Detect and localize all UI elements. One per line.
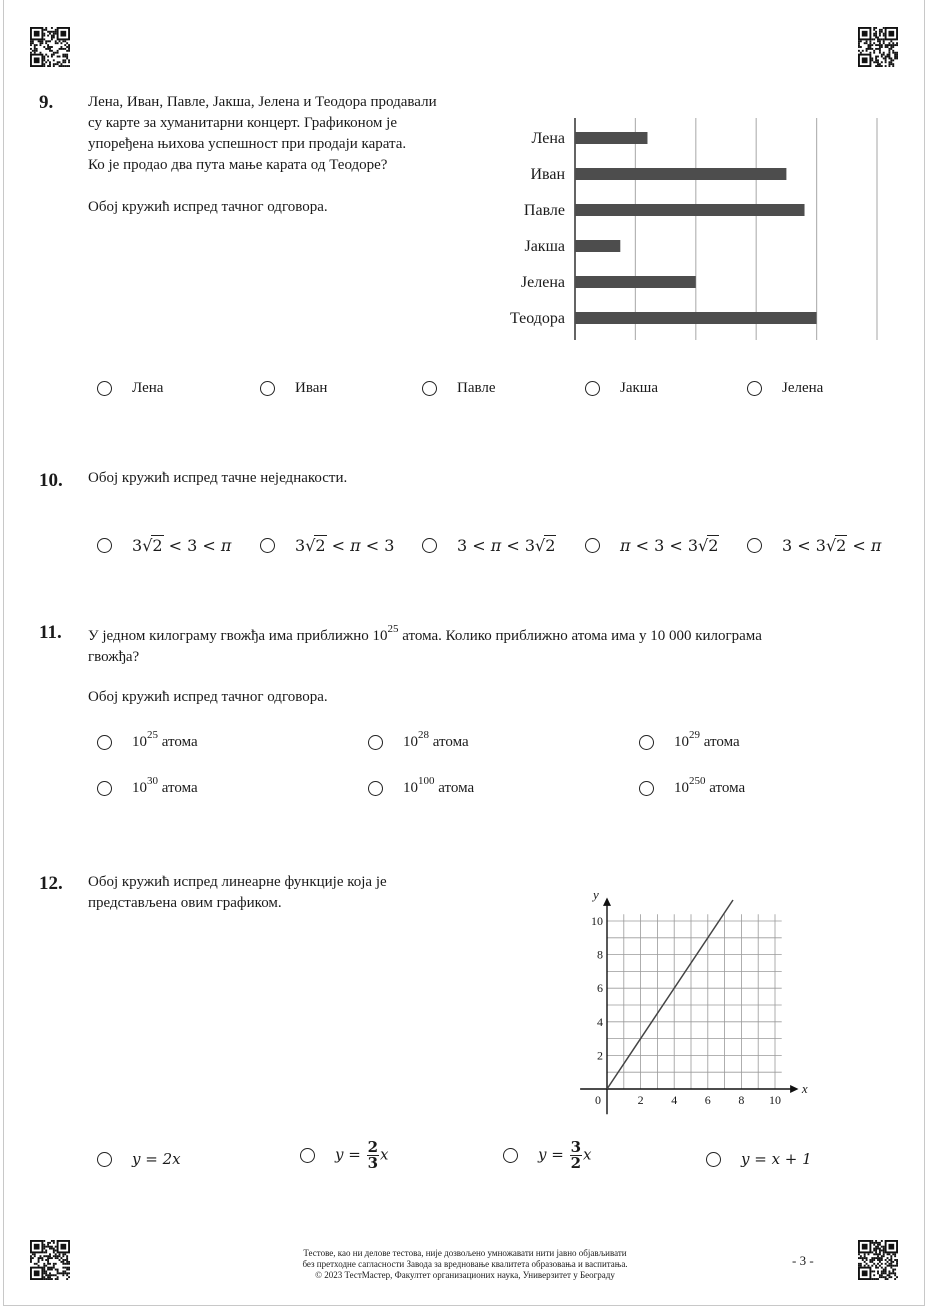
x-axis-arrow — [790, 1085, 798, 1093]
radio-button[interactable] — [368, 735, 383, 750]
x-tick-label: 2 — [637, 1093, 644, 1107]
y-tick-label: 4 — [597, 1014, 603, 1029]
option-label: Јакша — [620, 380, 658, 396]
category-label: Јакша — [524, 238, 565, 255]
function-label: y = $\frac{3}{2}$ x — [538, 1138, 592, 1172]
q10-option-1[interactable] — [97, 535, 231, 555]
q9-option-lena[interactable] — [97, 380, 163, 397]
y-tick-label: 10 — [591, 914, 603, 928]
option-label: $10^{100}$ атома — [403, 775, 475, 796]
q11-option-1[interactable] — [97, 729, 198, 751]
q10-option-5[interactable] — [747, 535, 881, 555]
radio-button[interactable] — [639, 735, 654, 750]
question-10-instruction: Обој кружић испред тачне неједнакости. — [88, 470, 348, 486]
radio-button[interactable] — [422, 538, 437, 553]
function-label: y = 2x — [132, 1150, 181, 1168]
x-tick-label: 10 — [769, 1093, 781, 1107]
option-label: $10^{250}$ атома — [674, 775, 746, 796]
inequality: 3 < 3√2 < π — [782, 536, 882, 555]
qr-code-bottom-left — [30, 1240, 70, 1280]
footer-copyright: Тестове, као ни делове тестова, није дозвољено умножавати нити јавно објављивати без претходне сагласности Завода за вредновање квалитета образовања и васпитања. © 2023 ТестМастер, Факултет организационих наука, Универзитет у Београду — [302, 1248, 628, 1280]
radio-button[interactable] — [368, 781, 383, 796]
question-12-number: 12. — [39, 873, 63, 894]
option-label: Павле — [457, 380, 496, 396]
q10-option-3[interactable] — [422, 535, 556, 555]
q10-option-2[interactable] — [260, 535, 394, 555]
category-label: Теодора — [509, 310, 565, 327]
radio-button[interactable] — [300, 1148, 315, 1163]
question-12-text: Обој кружић испред линеарне функције која је представљена овим графиком. — [88, 874, 387, 911]
bar — [575, 276, 696, 288]
bar-chart — [490, 118, 890, 343]
radio-button[interactable] — [585, 538, 600, 553]
x-tick-label: 8 — [738, 1093, 745, 1107]
y-axis-arrow — [603, 897, 611, 905]
option-label: $10^{25}$ атома — [132, 729, 198, 750]
q12-option-1[interactable] — [97, 1150, 181, 1168]
category-label: Јелена — [520, 274, 565, 291]
bar — [575, 204, 805, 216]
qr-code-bottom-right — [858, 1240, 898, 1280]
page-number: - 3 - — [792, 1253, 814, 1268]
q11-option-4[interactable] — [97, 775, 198, 797]
option-label: Иван — [295, 380, 328, 396]
option-label: Јелена — [782, 380, 824, 396]
y-axis-label: y — [593, 892, 599, 903]
question-10-number: 10. — [39, 470, 63, 491]
inequality: 3√2 < 3 < π — [132, 536, 232, 555]
q9-option-pavle[interactable] — [422, 380, 496, 397]
q10-option-4[interactable] — [585, 535, 719, 555]
category-label: Лена — [531, 130, 565, 147]
radio-button[interactable] — [97, 538, 112, 553]
radio-button[interactable] — [260, 538, 275, 553]
radio-button[interactable] — [503, 1148, 518, 1163]
q12-option-2[interactable] — [300, 1140, 389, 1171]
question-11-instruction: Обој кружић испред тачног одговора. — [88, 689, 328, 705]
inequality: 3 < π < 3√2 — [457, 536, 556, 555]
radio-button[interactable] — [747, 538, 762, 553]
q9-option-jaksha[interactable] — [585, 380, 658, 397]
question-9-line: су карте за хуманитарни концерт. Графиконом је — [88, 115, 397, 131]
question-9-text — [88, 92, 437, 176]
radio-button[interactable] — [422, 381, 437, 396]
q11-option-6[interactable] — [639, 775, 746, 797]
function-label: y = x + 1 — [741, 1150, 812, 1168]
line-graph — [570, 892, 810, 1122]
inequality: π < 3 < 3√2 — [620, 536, 719, 555]
qr-code-pattern — [30, 1240, 70, 1280]
function-line — [607, 900, 733, 1089]
radio-button[interactable] — [97, 381, 112, 396]
bar — [575, 240, 620, 252]
question-9-number: 9. — [39, 92, 54, 113]
x-tick-label: 6 — [704, 1093, 711, 1107]
x-axis-label: x — [801, 1081, 808, 1096]
q12-option-4[interactable] — [706, 1150, 812, 1168]
question-11-number: 11. — [39, 622, 62, 643]
option-label: $10^{30}$ атома — [132, 775, 198, 796]
radio-button[interactable] — [706, 1152, 721, 1167]
question-9-instruction: Обој кружић испред тачног одговора. — [88, 199, 328, 215]
x-tick-label: 0 — [595, 1093, 601, 1107]
qr-code-pattern — [858, 27, 898, 67]
bar — [575, 168, 786, 180]
y-tick-label: 8 — [597, 947, 603, 962]
y-tick-label: 6 — [597, 981, 603, 996]
bar — [575, 132, 647, 144]
radio-button[interactable] — [585, 381, 600, 396]
radio-button[interactable] — [260, 381, 275, 396]
category-label: Павле — [523, 202, 565, 219]
x-tick-label: 4 — [671, 1093, 678, 1107]
question-9-line: упоређена њихова успешност при продаји карата. — [88, 136, 407, 152]
qr-code-top-right — [858, 27, 898, 67]
y-tick-label: 2 — [597, 1048, 603, 1063]
q12-option-3[interactable] — [503, 1140, 592, 1171]
q9-option-ivan[interactable] — [260, 380, 327, 397]
option-label: Лена — [132, 380, 164, 396]
category-label: Иван — [530, 166, 565, 183]
question-11-text: У једном килограму гвожђа има приближно $10^{25}$ атома. Колико приближно атома има у 10 000 килограма гвожђа? — [88, 623, 762, 665]
option-label: $10^{29}$ атома — [674, 729, 740, 750]
qr-code-pattern — [30, 27, 70, 67]
q11-option-2[interactable] — [368, 729, 469, 751]
radio-button[interactable] — [97, 781, 112, 796]
radio-button[interactable] — [747, 381, 762, 396]
radio-button[interactable] — [639, 781, 654, 796]
qr-code-top-left — [30, 27, 70, 67]
option-label: $10^{28}$ атома — [403, 729, 469, 750]
function-label: y = $\frac{2}{3}$ x — [335, 1138, 389, 1172]
q11-option-5[interactable] — [368, 775, 475, 797]
radio-button[interactable] — [97, 1152, 112, 1167]
qr-code-pattern — [858, 1240, 898, 1280]
question-9-line: Ко је продао два пута мање карата од Теодоре? — [88, 157, 388, 173]
bar — [575, 312, 817, 324]
question-9-line: Лена, Иван, Павле, Јакша, Јелена и Теодора продавали — [88, 94, 437, 110]
q11-option-3[interactable] — [639, 729, 740, 751]
radio-button[interactable] — [97, 735, 112, 750]
q9-option-jelena[interactable] — [747, 380, 823, 397]
inequality: 3√2 < π < 3 — [295, 536, 395, 555]
